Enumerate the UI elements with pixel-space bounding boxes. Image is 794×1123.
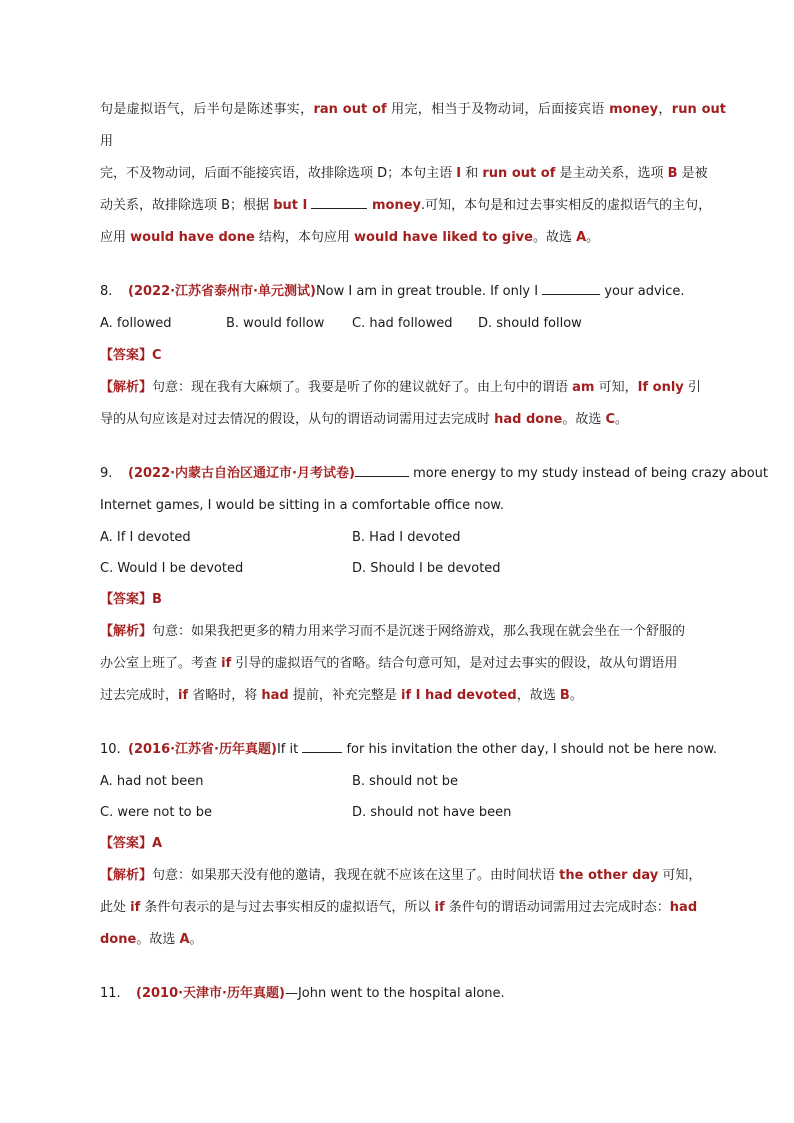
question-source: (2016·江苏省·历年真题)	[128, 742, 277, 757]
text: 句意：现在我有大麻烦了。我要是听了你的建议就好了。由上句中的谓语	[152, 380, 573, 395]
keyword: if	[434, 900, 445, 915]
question-stem	[100, 978, 726, 1010]
option-d: D. Should I be devoted	[352, 561, 501, 576]
keyword: ran out of	[313, 102, 387, 117]
question-number: 9.	[100, 466, 113, 481]
stem-text: more energy to my study instead of being crazy about	[408, 466, 769, 481]
keyword: if I had devoted	[401, 688, 517, 703]
question-stem	[100, 276, 726, 308]
keyword: I	[456, 166, 462, 181]
answer-value: C	[152, 348, 162, 363]
answer	[100, 584, 726, 616]
text: 。	[189, 932, 203, 947]
answer-blank	[311, 196, 367, 209]
text: 句意：如果我把更多的精力用来学习而不是沉迷于网络游戏，那么我现在就会坐在一个舒服的	[152, 624, 686, 639]
text: 。故选	[532, 230, 577, 245]
option-c: C. had followed	[352, 316, 453, 331]
answer-blank	[542, 282, 600, 295]
explanation-line-2	[100, 892, 726, 924]
text: 结构，本句应用	[254, 230, 355, 245]
option-d: D. should follow	[478, 316, 582, 331]
keyword: would have liked to give	[354, 230, 533, 245]
option-d: D. should not have been	[352, 805, 512, 820]
option-b: B. would follow	[226, 316, 325, 331]
keyword: the other day	[559, 868, 659, 883]
keyword: money	[609, 102, 659, 117]
keyword: B	[667, 166, 678, 181]
text: .可知，本句是和过去事实相反的虚拟语气的主句，	[421, 198, 712, 213]
options-row-2	[100, 553, 726, 584]
text: 。	[615, 412, 629, 427]
text: 是被	[677, 166, 708, 181]
text: 用完，相当于及物动词，后面接宾语	[386, 102, 610, 117]
answer	[100, 828, 726, 860]
text: ，	[658, 102, 672, 117]
text: 导的从句应该是对过去情况的假设，从句的谓语动词需用过去完成时	[100, 412, 495, 427]
keyword: if	[178, 688, 189, 703]
keyword: if	[221, 656, 232, 671]
keyword: done	[100, 932, 137, 947]
intro-explanation	[100, 94, 726, 254]
explanation-line-1	[100, 616, 726, 648]
text: 。	[586, 230, 600, 245]
stem-text: —John went to the hospital alone.	[284, 986, 505, 1001]
explanation-label: 【解析】	[100, 868, 153, 883]
intro-line-3	[100, 190, 726, 222]
answer-blank	[355, 464, 409, 477]
answer-label: 【答案】	[100, 348, 153, 363]
options-row-2	[100, 797, 726, 828]
text: 提前，补充完整是	[288, 688, 402, 703]
keyword: would have done	[130, 230, 255, 245]
option-a: A. followed	[100, 316, 172, 331]
text: 。	[569, 688, 583, 703]
option-a: A. If I devoted	[100, 530, 191, 545]
document-page	[100, 94, 769, 1010]
option-b: B. should not be	[352, 774, 459, 789]
text: 句是虚拟语气，后半句是陈述事实，	[100, 102, 314, 117]
intro-line-1	[100, 94, 726, 158]
question-11	[100, 978, 726, 1010]
option-c: C. were not to be	[100, 805, 213, 820]
keyword: money	[367, 198, 422, 213]
explanation-line-3	[100, 680, 726, 712]
text: 引	[683, 380, 701, 395]
answer-label: 【答案】	[100, 592, 153, 607]
text: 完，不及物动词，后面不能接宾语，故排除选项 D；本句主语	[100, 166, 457, 181]
keyword: had done	[494, 412, 563, 427]
options-row-1	[100, 522, 726, 553]
keyword: had	[669, 900, 698, 915]
option-a: A. had not been	[100, 774, 204, 789]
text: 。故选	[136, 932, 180, 947]
keyword: but I	[273, 198, 308, 213]
question-source: (2010·天津市·历年真题)	[136, 986, 285, 1001]
text: ，故选	[516, 688, 560, 703]
answer-blank	[302, 740, 342, 753]
text: 可知，	[594, 380, 638, 395]
explanation-line-2	[100, 404, 726, 436]
question-number: 8.	[100, 284, 113, 299]
stem-text: for his invitation the other day, I should not be here now.	[342, 742, 718, 757]
text: 条件句表示的是与过去事实相反的虚拟语气，所以	[140, 900, 435, 915]
text: 省略时，将	[188, 688, 262, 703]
answer-label: 【答案】	[100, 836, 153, 851]
question-source: (2022·江苏省泰州市·单元测试)	[128, 284, 316, 299]
explanation-line-1	[100, 372, 726, 404]
intro-line-2	[100, 158, 726, 190]
explanation-label: 【解析】	[100, 380, 153, 395]
text: 引导的虚拟语气的省略。结合句意可知，是对过去事实的假设，故从句谓语用	[231, 656, 678, 671]
keyword: B	[559, 688, 570, 703]
explanation-line-2	[100, 648, 726, 680]
question-stem	[100, 734, 726, 766]
text: 句意：如果那天没有他的邀请，我现在就不应该在这里了。由时间状语	[152, 868, 560, 883]
explanation-line-3	[100, 924, 726, 956]
keyword: am	[572, 380, 595, 395]
option-b: B. Had I devoted	[352, 530, 461, 545]
text: 用	[100, 134, 114, 149]
stem-text: Now I am in great trouble. If only I	[315, 284, 543, 299]
text: 条件句的谓语动词需用过去完成时态：	[444, 900, 670, 915]
options	[100, 308, 726, 340]
answer-value: A	[152, 836, 163, 851]
question-8	[100, 276, 726, 436]
option-c: C. Would I be devoted	[100, 561, 244, 576]
keyword: C	[605, 412, 615, 427]
keyword: run out	[671, 102, 726, 117]
text: 是主动关系，选项	[555, 166, 668, 181]
keyword: had	[261, 688, 289, 703]
text: 。故选	[562, 412, 606, 427]
answer	[100, 340, 726, 372]
explanation-line-1	[100, 860, 726, 892]
text: 此处	[100, 900, 131, 915]
question-10	[100, 734, 726, 956]
text: 动关系，故排除选项 B；根据	[100, 198, 274, 213]
keyword: if	[130, 900, 141, 915]
stem-text: your advice.	[600, 284, 685, 299]
keyword: run out of	[482, 166, 556, 181]
question-number: 11.	[100, 986, 121, 1001]
question-9	[100, 458, 769, 712]
stem-text-2: Internet games, I would be sitting in a comfortable office now.	[100, 498, 504, 513]
question-source: (2022·内蒙古自治区通辽市·月考试卷)	[128, 466, 355, 481]
text: 过去完成时，	[100, 688, 179, 703]
explanation-label: 【解析】	[100, 624, 153, 639]
question-number: 10.	[100, 742, 121, 757]
text: 应用	[100, 230, 131, 245]
keyword: If only	[637, 380, 684, 395]
stem-text: If it	[276, 742, 303, 757]
text: 可知，	[658, 868, 702, 883]
question-stem	[100, 458, 769, 490]
keyword: A	[576, 230, 587, 245]
answer-value: B	[152, 592, 162, 607]
text: 和	[461, 166, 483, 181]
keyword: A	[179, 932, 190, 947]
intro-line-4	[100, 222, 726, 254]
text: 办公室上班了。考查	[100, 656, 222, 671]
options-row-1	[100, 766, 726, 797]
